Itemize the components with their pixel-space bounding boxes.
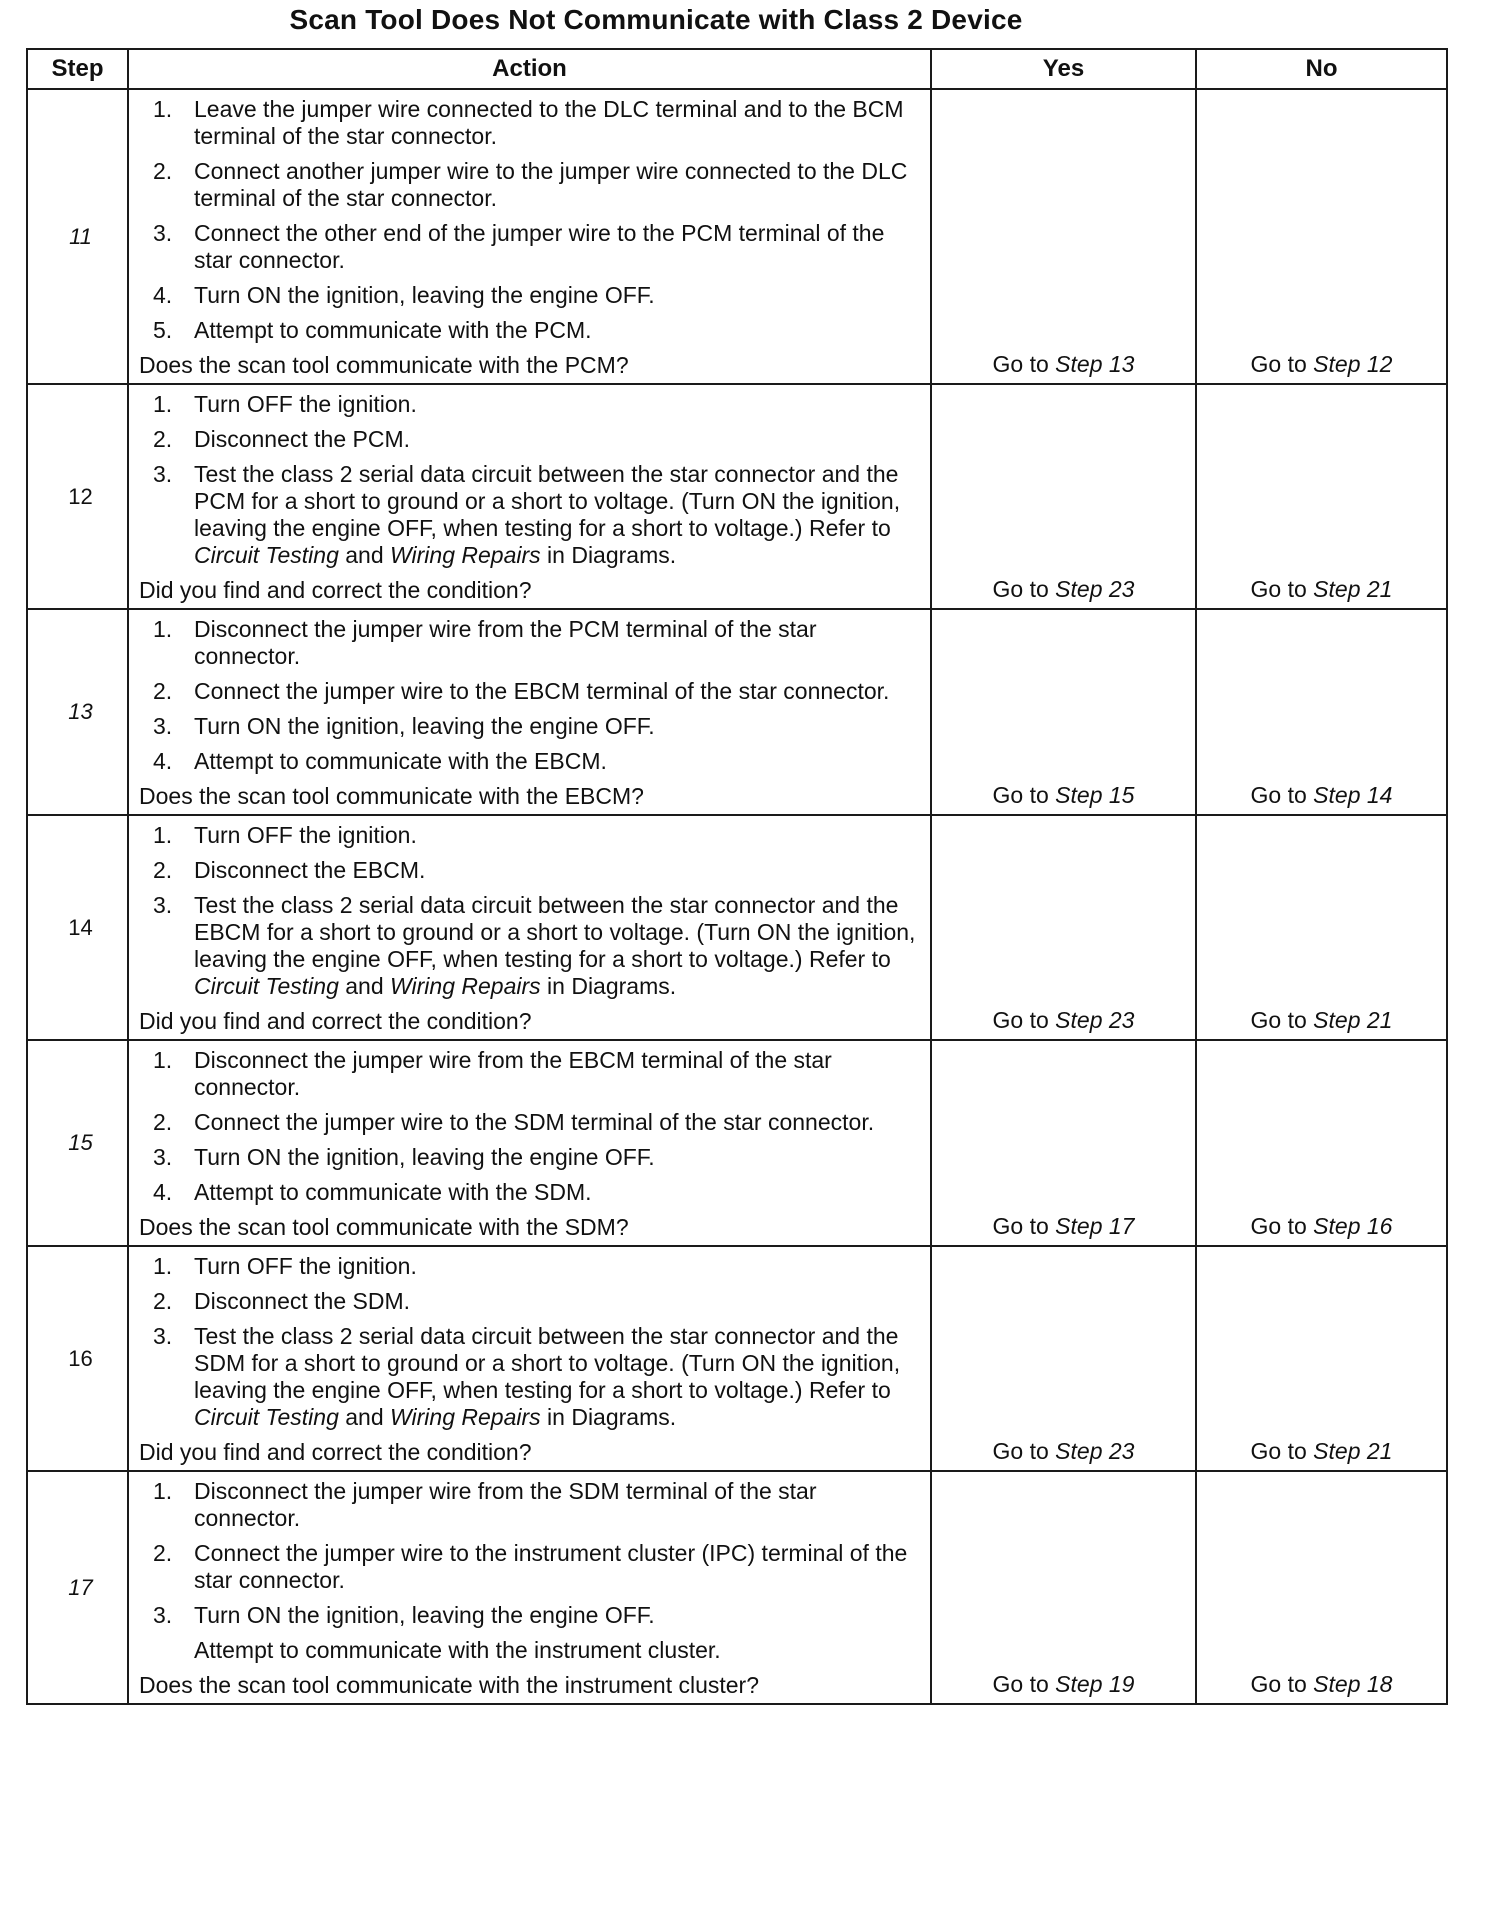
action-item <box>139 1109 920 1136</box>
header-step: Step <box>27 49 128 89</box>
goto-prefix: Go to <box>992 576 1049 602</box>
action-item <box>139 748 920 775</box>
action-item <box>139 1288 920 1315</box>
reference-wiring-repairs: Wiring Repairs <box>390 542 541 568</box>
table-row <box>27 1246 1447 1471</box>
goto-prefix: Go to <box>1250 576 1307 602</box>
conjunction: and <box>345 542 384 568</box>
item-number: 2. <box>153 1540 173 1566</box>
item-number: 1. <box>153 1478 173 1504</box>
reference-circuit-testing: Circuit Testing <box>194 542 339 568</box>
item-text: Disconnect the jumper wire from the PCM terminal of the star connector. <box>194 616 817 669</box>
step-question: Did you find and correct the condition? <box>139 577 532 603</box>
goto-prefix: Go to <box>1250 1438 1307 1464</box>
action-item <box>139 96 920 150</box>
item-text: Attempt to communicate with the SDM. <box>194 1179 592 1205</box>
header-no: No <box>1196 49 1447 89</box>
no-cell <box>1196 384 1447 609</box>
no-cell <box>1196 609 1447 815</box>
no-cell <box>1196 89 1447 384</box>
item-number: 2. <box>153 1109 173 1135</box>
item-text: Connect another jumper wire to the jumper wire connected to the DLC terminal of the star connector. <box>194 158 908 211</box>
goto-prefix: Go to <box>992 351 1049 377</box>
page-title: Scan Tool Does Not Communicate with Class 2 Device <box>289 4 1023 35</box>
goto-step-link: Step 19 <box>1055 1671 1135 1697</box>
no-cell <box>1196 1471 1447 1704</box>
table-row <box>27 609 1447 815</box>
action-item <box>139 678 920 705</box>
goto-step-link: Step 21 <box>1313 1438 1393 1464</box>
goto-step-link: Step 15 <box>1055 782 1135 808</box>
action-item <box>139 616 920 670</box>
action-item <box>139 426 920 453</box>
reference-tail: in Diagrams. <box>547 1404 677 1430</box>
reference-circuit-testing: Circuit Testing <box>194 1404 339 1430</box>
goto-step-link: Step 14 <box>1313 782 1393 808</box>
item-number: 2. <box>153 678 173 704</box>
goto-step-link: Step 16 <box>1313 1213 1393 1239</box>
item-number: 3. <box>153 1323 173 1349</box>
goto-step-link: Step 13 <box>1055 351 1135 377</box>
goto-prefix: Go to <box>992 1438 1049 1464</box>
goto-prefix: Go to <box>992 1671 1049 1697</box>
goto-step-link: Step 12 <box>1313 351 1393 377</box>
action-item <box>139 461 920 569</box>
step-number: 16 <box>27 1246 128 1471</box>
action-cell <box>128 815 931 1040</box>
item-number: 3. <box>153 220 173 246</box>
action-item <box>139 317 920 344</box>
item-text: Turn ON the ignition, leaving the engine OFF. <box>194 282 655 308</box>
item-number: 3. <box>153 1602 173 1628</box>
item-number: 4. <box>153 1179 173 1205</box>
item-text: Test the class 2 serial data circuit between the star connector and the SDM for a short to ground or a short to voltage. (Turn ON the ignition, leaving the engine OFF, when testing for a short to voltage.) Refer to <box>194 1323 901 1403</box>
item-text: Connect the jumper wire to the SDM terminal of the star connector. <box>194 1109 875 1135</box>
item-text: Leave the jumper wire connected to the DLC terminal and to the BCM terminal of the star connector. <box>194 96 904 149</box>
table-row <box>27 1040 1447 1246</box>
goto-prefix: Go to <box>992 782 1049 808</box>
goto-prefix: Go to <box>992 1007 1049 1033</box>
step-number: 13 <box>27 609 128 815</box>
conjunction: and <box>345 973 384 999</box>
action-item <box>139 1478 920 1532</box>
item-text: Turn ON the ignition, leaving the engine OFF. <box>194 713 655 739</box>
action-item <box>139 1323 920 1431</box>
action-item <box>139 1047 920 1101</box>
step-question: Did you find and correct the condition? <box>139 1439 532 1465</box>
table-row <box>27 815 1447 1040</box>
step-number: 11 <box>27 89 128 384</box>
no-cell <box>1196 1040 1447 1246</box>
item-number: 3. <box>153 461 173 487</box>
item-text: Disconnect the jumper wire from the SDM terminal of the star connector. <box>194 1478 817 1531</box>
yes-cell <box>931 1471 1196 1704</box>
step-question: Does the scan tool communicate with the PCM? <box>139 352 629 378</box>
item-number: 3. <box>153 713 173 739</box>
item-text: Disconnect the PCM. <box>194 426 411 452</box>
reference-circuit-testing: Circuit Testing <box>194 973 339 999</box>
goto-prefix: Go to <box>1250 782 1307 808</box>
item-text: Disconnect the EBCM. <box>194 857 426 883</box>
item-number: 1. <box>153 822 173 848</box>
goto-step-link: Step 21 <box>1313 576 1393 602</box>
item-text: Connect the jumper wire to the instrument cluster (IPC) terminal of the star connector. <box>194 1540 908 1593</box>
item-text: Turn OFF the ignition. <box>194 391 417 417</box>
action-item <box>139 391 920 418</box>
yes-cell <box>931 815 1196 1040</box>
step-number: 15 <box>27 1040 128 1246</box>
no-cell <box>1196 1246 1447 1471</box>
action-cell <box>128 1471 931 1704</box>
item-number: 2. <box>153 158 173 184</box>
action-item <box>139 713 920 740</box>
header-action: Action <box>128 49 931 89</box>
item-number: 4. <box>153 748 173 774</box>
action-item <box>139 1540 920 1594</box>
step-question: Does the scan tool communicate with the SDM? <box>139 1214 629 1240</box>
item-number: 4. <box>153 282 173 308</box>
goto-prefix: Go to <box>1250 1213 1307 1239</box>
item-text: Turn ON the ignition, leaving the engine OFF. <box>194 1602 655 1628</box>
action-item <box>139 220 920 274</box>
item-number: 3. <box>153 1144 173 1170</box>
item-number: 2. <box>153 857 173 883</box>
diagnostic-table <box>26 48 1448 1705</box>
item-number: 3. <box>153 892 173 918</box>
action-item <box>139 158 920 212</box>
action-item <box>139 1253 920 1280</box>
action-cell <box>128 384 931 609</box>
action-item <box>139 1637 920 1664</box>
item-number: 1. <box>153 391 173 417</box>
step-number: 12 <box>27 384 128 609</box>
item-text: Connect the jumper wire to the EBCM terminal of the star connector. <box>194 678 890 704</box>
table-row <box>27 89 1447 384</box>
yes-cell <box>931 1246 1196 1471</box>
action-cell <box>128 1246 931 1471</box>
action-item <box>139 1602 920 1629</box>
item-number: 2. <box>153 1288 173 1314</box>
item-number: 2. <box>153 426 173 452</box>
reference-wiring-repairs: Wiring Repairs <box>390 973 541 999</box>
action-cell <box>128 609 931 815</box>
header-row <box>27 49 1447 89</box>
table-row <box>27 1471 1447 1704</box>
item-text: Turn ON the ignition, leaving the engine OFF. <box>194 1144 655 1170</box>
item-number: 1. <box>153 1047 173 1073</box>
reference-tail: in Diagrams. <box>547 973 677 999</box>
item-number: 1. <box>153 1253 173 1279</box>
goto-prefix: Go to <box>1250 351 1307 377</box>
action-item <box>139 857 920 884</box>
item-text: Turn OFF the ignition. <box>194 822 417 848</box>
step-question: Did you find and correct the condition? <box>139 1008 532 1034</box>
goto-step-link: Step 23 <box>1055 1007 1135 1033</box>
action-cell <box>128 1040 931 1246</box>
yes-cell <box>931 609 1196 815</box>
yes-cell <box>931 89 1196 384</box>
step-question: Does the scan tool communicate with the EBCM? <box>139 783 644 809</box>
goto-step-link: Step 17 <box>1055 1213 1135 1239</box>
action-item <box>139 822 920 849</box>
action-item <box>139 282 920 309</box>
header-yes: Yes <box>931 49 1196 89</box>
table-row <box>27 384 1447 609</box>
item-text: Attempt to communicate with the EBCM. <box>194 748 607 774</box>
step-question: Does the scan tool communicate with the instrument cluster? <box>139 1672 760 1698</box>
item-text: Disconnect the SDM. <box>194 1288 411 1314</box>
goto-step-link: Step 21 <box>1313 1007 1393 1033</box>
yes-cell <box>931 1040 1196 1246</box>
step-number: 14 <box>27 815 128 1040</box>
item-number: 1. <box>153 96 173 122</box>
goto-prefix: Go to <box>992 1213 1049 1239</box>
item-text: Disconnect the jumper wire from the EBCM terminal of the star connector. <box>194 1047 832 1100</box>
item-text: Connect the other end of the jumper wire to the PCM terminal of the star connector. <box>194 220 885 273</box>
no-cell <box>1196 815 1447 1040</box>
reference-wiring-repairs: Wiring Repairs <box>390 1404 541 1430</box>
item-text: Turn OFF the ignition. <box>194 1253 417 1279</box>
item-text: Test the class 2 serial data circuit between the star connector and the PCM for a short to ground or a short to voltage. (Turn ON the ignition, leaving the engine OFF, when testing for a short to voltage.) Refer to <box>194 461 901 541</box>
goto-step-link: Step 18 <box>1313 1671 1393 1697</box>
action-item <box>139 892 920 1000</box>
goto-step-link: Step 23 <box>1055 1438 1135 1464</box>
goto-prefix: Go to <box>1250 1007 1307 1033</box>
item-text: Test the class 2 serial data circuit between the star connector and the EBCM for a short to ground or a short to voltage. (Turn ON the ignition, leaving the engine OFF, when testing for a short to voltage.) Refer to <box>194 892 916 972</box>
reference-tail: in Diagrams. <box>547 542 677 568</box>
action-item <box>139 1179 920 1206</box>
item-text: Attempt to communicate with the PCM. <box>194 317 592 343</box>
goto-step-link: Step 23 <box>1055 576 1135 602</box>
item-number: 1. <box>153 616 173 642</box>
item-text: Attempt to communicate with the instrument cluster. <box>194 1637 721 1663</box>
goto-prefix: Go to <box>1250 1671 1307 1697</box>
item-number: 5. <box>153 317 173 343</box>
yes-cell <box>931 384 1196 609</box>
action-cell <box>128 89 931 384</box>
step-number: 17 <box>27 1471 128 1704</box>
conjunction: and <box>345 1404 384 1430</box>
action-item <box>139 1144 920 1171</box>
